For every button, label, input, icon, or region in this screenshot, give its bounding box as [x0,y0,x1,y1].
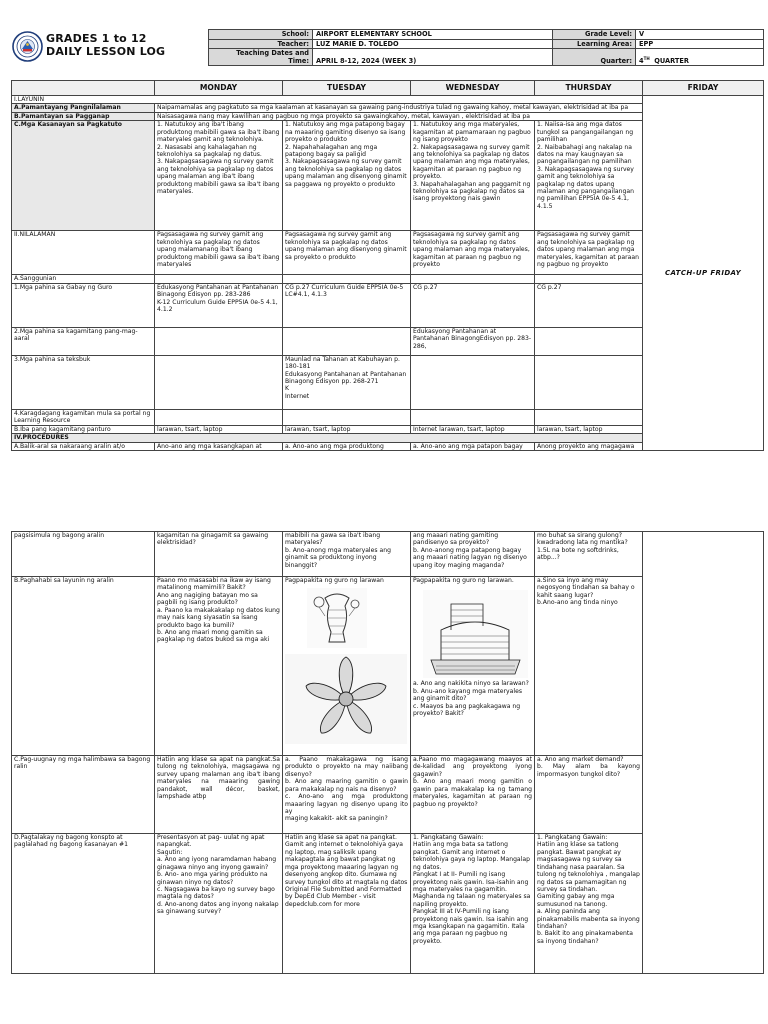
kagamitan-wednesday: Edukasyong Pantahanan at Pantahanan BinagongEdisyon pp. 283-286, [411,327,535,355]
teacher-label: Teacher: [209,39,313,49]
paghahabi-label: B.Paghahabi sa layunin ng aralin [12,577,155,756]
pagtalakay-label: D.Pagtalakay ng bagong konspto at paglalahad ng bagong kasanayan #1 [12,834,155,974]
quarter-label: Quarter: [553,49,636,66]
day-header-row [12,81,764,96]
nilalaman-monday: Pagsasagawa ng survey gamit ang teknolohiya sa pagkalap ng datos upang malamanang iba't ibang produktong mabibili gawa sa iba't ibang materyales [155,231,283,275]
day-header-tuesday: TUESDAY [283,81,411,96]
teksbuk-monday [155,355,283,409]
flower-sketch-image [285,654,408,744]
quarter-suffix: TH [643,55,650,61]
kagamitan-monday [155,327,283,355]
ibapa-thursday: larawan, tsart, laptop [535,425,643,433]
ibapa-tuesday: larawan, tsart, laptop [283,425,411,433]
lesson-log-table-page-2 [11,531,764,974]
paganap-text: Naisasagawa nang may kawilihan ang pagbuo ng mga proyekto sa gawaingkahoy, metal, kawayan , elektrisidad at iba pa [155,112,643,120]
gabay-monday: Edukasyong Pantahanan at Pantahanan Binagong Edisyon pp. 283-286 K-12 Curriculum Guide EPP5IA 0e-5 4.1, 4.1.2 [155,283,283,327]
teacher-value: LUZ MARIE D. TOLEDO [313,39,553,49]
nilalaman-thursday: Pagsasagawa ng survey gamit ang teknolohiya sa pagkalap ng datos upang malaman ang mga materyales, kagamitan at paraan ng pagbuo ng proyekto [535,231,643,275]
balik-cont-wednesday: ang maaari nating gamiting pandisenyo sa proyekto? b. Ano-anong mga patapong bagay ang maaari nating lagyan ng disenyo upang itoy maging maganda? [411,532,535,577]
paghahabi-wednesday-text: Pagpapakita ng guro ng larawan. [413,577,514,584]
nilalaman-label: II.NILALAMAN [12,231,155,275]
paghahabi-tuesday-text: Pagpapakita ng guro ng larawan [285,577,384,584]
kagamitan-label: 2.Mga pahina sa kagamitang pang-mag-aaral [12,327,155,355]
log-title [46,32,165,58]
quarter-value [636,49,764,66]
sanggunian-monday [155,275,283,283]
school-label: School: [209,30,313,40]
layunin-row [12,96,764,104]
teksbuk-label: 3.Mga pahina sa teksbuk [12,355,155,409]
gabay-wednesday: CG p.27 [411,283,535,327]
paghahabi-monday: Paano mo masasabi na ikaw ay isang matalinong mamimili? Bakit? Ano ang nagiging batayan mo sa pagbili ng isang produkto? a. Paano ka makakakalap ng datos kung may nais kang siyasatin sa isang produkto bago ka bumili? b. Ano ang maari mong gamitin sa pagkalap ng datos bukod sa mga aki [155,577,283,756]
friday-column [643,96,764,451]
ibapa-wednesday: Internet larawan, tsart, laptop [411,425,535,433]
pamantayan-label: A.Pamantayang Pangnilalaman [12,104,155,112]
paghahabi-wednesday-questions: a. Ano ang nakikita ninyo sa larawan? b. Anu-ano kayang mga materyales ang ginamit dito? c. Maayos ba ang pagkakagawa ng proyekto? Bakit? [413,680,529,718]
kasanayan-monday: 1. Natutukoy ang iba't ibang produktong mabibili gawa sa iba't ibang materyales gamit ang teknolohiya. 2. Nasasabi ang kahalagahan ng teknolohiya sa pagkalap ng datus. 3. Nakapagsasagawa ng survey gamit ang teknolohiya sa pagkalap ng datos upang malaman ang iba't ibang produktong mabibili gawa sa iba't ibang materyales. [155,121,283,231]
pagtalakay-wednesday: 1. Pangkatang Gawain: Hatiin ang mga bata sa tatlong pangkat. Gamit ang internet o teknolohiya gaya ng laptop. Mangalap ng datos. Pangkat I at II- Pumili ng isang proyektong nais gawin. Isa-isahin ang mga materyales na gagamitin. Maghanda ng talaan ng materyales sa napiling proyekto. Pangkat III at IV-Pumili ng isang proyektong nais gawin. Isa isahin ang mga ksangkapan na gagamitin. Itala ang mga paraan ng pagbuo ng proyekto. [411,834,535,974]
kasanayan-thursday: 1. Naiisa-isa ang mga datos tungkol sa pangangailangan ng pamilihan 2. Naibabahagi ang nakalap na datos na may kaugnayan sa pangangailangan ng pamilihan 3. Nakapagsasagawa ng survey gamit ang teknolohiya sa pagkalap ng datos upang malaman ang pangangailangan ng pamilihan EPP5IA 0e-5 4.1, 4.1.5 [535,121,643,231]
title-line-2: DAILY LESSON LOG [46,45,166,58]
procedures-label: IV.PROCEDURES [12,434,643,442]
school-value: AIRPORT ELEMENTARY SCHOOL [313,30,553,40]
balik-label: A.Balik-aral sa nakaraang aralin at/o [12,442,155,450]
friday-note: CATCH-UP FRIDAY [664,268,742,277]
balik-cont-thursday: mo buhat sa sirang gulong? kwadradong lata ng mantika? 1.5L na bote ng softdrinks, atbp...? [535,532,643,577]
day-header-blank [12,81,155,96]
balik-monday: Ano-ano ang mga kasangkapan at [155,442,283,450]
lesson-log-table-page-1 [11,80,764,451]
learning-area-label: Learning Area: [553,39,636,49]
portal-label: 4.Karagdagang kagamitan mula sa portal ng Learning Resource [12,409,155,425]
sanggunian-wednesday [411,275,535,283]
balik-cont-monday: kagamitan na ginagamit sa gawaing elektrisidad? [155,532,283,577]
portal-tuesday [283,409,411,425]
day-header-monday: MONDAY [155,81,283,96]
quarter-word: QUARTER [654,57,689,65]
friday-column-page-2 [643,532,764,974]
balik-cont-row [12,532,764,577]
grade-level-value: V [636,30,764,40]
teaching-dates-value: APRIL 8-12, 2024 (WEEK 3) [313,49,553,66]
sanggunian-label: A.Sanggunian [12,275,155,283]
balik-tuesday: a. Ano-ano ang mga produktong [283,442,411,450]
day-header-thursday: THURSDAY [535,81,643,96]
gabay-tuesday: CG p.27 Curriculum Guide EPP5IA 0e-5 LC#4.1, 4.1.3 [283,283,411,327]
pagtalakay-tuesday: Hatiin ang klase sa apat na pangkat. Gamit ang internet o teknolohiya gaya ng laptop, mag saliksik upang makapagtala ang bawat pangkat ng mga proyektong maaaring lagyan ng desenyong angkop dito. Gumawa ng survey tungkol dito at magtala ng datos Original File Submitted and Formatted by DepEd Club Member - visit depedclub.com for more [283,834,411,974]
pagugnay-thursday: a. Ano ang market demand? b. May alam ba kayong impormasyon tungkol dito? [535,756,643,834]
teksbuk-wednesday [411,355,535,409]
paghahabi-thursday: a.Sino sa inyo ang may negosyong tindahan sa bahay o kahit saang lugar? b.Ano-ano ang tinda ninyo [535,577,643,756]
pagugnay-monday: Hatiin ang klase sa apat na pangkat.Sa tulong ng teknolohiya, magsagawa ng survey upang malaman ang iba't ibang materyales na maaaring gawing pandakot, wall décor, basket, lampshade atbp [155,756,283,834]
balik-cont-tuesday: mabibili na gawa sa iba't ibang materyales? b. Ano-anong mga materyales ang ginamit sa produktong inyong binanggit? [283,532,411,577]
balik-thursday: Anong proyekto ang magagawa [535,442,643,450]
sanggunian-tuesday [283,275,411,283]
learning-area-value: EPP [636,39,764,49]
day-header-friday: FRIDAY [643,81,764,96]
quarter-number: 4 [639,57,644,65]
pagugnay-wednesday: a.Paano mo magagawang maayos at de-kalidad ang proyektong iyong gagawin? b. Ano ang maari mong gamitin o gawin para makakalap ka ng tamang materyales, kagamitan at paraan ng pagbuo ng proyekto? [411,756,535,834]
ibapa-monday: larawan, tsart, laptop [155,425,283,433]
layunin-label: I.LAYUNIN [12,96,643,104]
kagamitan-tuesday [283,327,411,355]
pagugnay-tuesday: a. Paano makakagawa ng isang produkto o proyekto na may naiibang disenyo? b. Ano ang maaring gamitin o gawin para makakalap ng nais na disenyo? c. Ano-ano ang mga produktong maaaring lagyan ng disenyo upang ito ay maging kakakit- akit sa paningin? [283,756,411,834]
kagamitan-thursday [535,327,643,355]
paghahabi-tuesday [283,577,411,756]
pagtalakay-thursday: 1. Pangkatang Gawain: Hatiin ang klase sa tatlong pangkat. Bawat pangkat ay magsasagawa ng survey sa tindahang nasa paaralan. Sa tulong ng teknolohiya , mangalap ng datos sa pamamagitan ng survey sa tindahan. Gamiting gabay ang mga sumusunod na tanong. a. Aling paninda ang pinakamabilis mabenta sa inyong tindahan? b. Bakit ito ang pinakamabenta sa inyong tindahan? [535,834,643,974]
sanggunian-thursday [535,275,643,283]
paganap-label: B.Pamantayan sa Pagganap [12,112,155,120]
kasanayan-label: C.Mga Kasanayan sa Pagkatuto [12,121,155,231]
pagtalakay-monday: Presentasyon at pag- uulat ng apat napangkat. Sagutin: a. Ano ang iyong naramdaman habang ginagawa ninyo ang inyong gawain? b. Ano- ano mga yaring produkto na ginawan ninyo ng datos? c. Nagsagawa ba kayo ng survey bago magtala ng datos? d. Ano-anong datos ang inyong nakalap sa ginawang survey? [155,834,283,974]
nilalaman-tuesday: Pagsasagawa ng survey gamit ang teknolohiya sa pagkalap ng datos upang malaman ang disenyong ginamit sa proyekto o produkto [283,231,411,275]
portal-thursday [535,409,643,425]
ibapa-label: B.Iba pang kagamitang panturo [12,425,155,433]
teksbuk-tuesday: Maunlad na Tahanan at Kabuhayan p. 180-181 Edukasyong Pantahanan at Pantahanan Binagong Edisyon pp. 268-271 K Internet [283,355,411,409]
deped-seal-logo [12,31,43,62]
day-header-wednesday: WEDNESDAY [411,81,535,96]
kasanayan-wednesday: 1. Natutukoy ang mga materyales, kagamitan at pamamaraan ng pagbuo ng isang proyekto 2. Nakapagsasagawa ng survey gamit ang teknolohiya sa pagkalap ng datos upang malaman ang mga materyales, kagamitan at paraan ng pagbuo ng proyekto. 3. Napahahalagahan ang paggamit ng teknolohiya sa pagkalap ng datos sa isang proyektong nais gawin [411,121,535,231]
pagugnay-label: C.Pag-uugnay ng mga halimbawa sa bagong ralin [12,756,155,834]
balik-cont-label: pagsisimula ng bagong aralin [12,532,155,577]
portal-wednesday [411,409,535,425]
balik-wednesday: a. Ano-ano ang mga patapon bagay [411,442,535,450]
teaching-dates-label-2: Time: [288,57,309,65]
header-info-table [208,29,764,66]
gabay-label: 1.Mga pahina sa Gabay ng Guro [12,283,155,327]
woven-basket-sketch-image [423,590,532,678]
title-line-1: GRADES 1 to 12 [46,32,147,45]
pamantayan-text: Naipamamalas ang pagkatuto sa mga kaalaman at kasanayan sa gawaing pang-industriya tulad ng gawaing kahoy, metal kawayan, elektrisidad at iba pa [155,104,643,112]
teaching-dates-label-1: Teaching Dates and [236,49,309,57]
teksbuk-thursday [535,355,643,409]
gabay-thursday: CG p.27 [535,283,643,327]
kasanayan-tuesday: 1. Natutukoy ang mga patapong bagay na maaaring gamiting disenyo sa isang proyekto o produkto 2. Napahahalagahan ang mga patapong bagay sa paligid 3. Nakapagsasagawa ng survey gamit ang teknolohiya sa pagkalap ng datos upang malaman ang disenyong ginamit sa paggawa ng proyekto o produkto [283,121,411,231]
grade-level-label: Grade Level: [553,30,636,40]
paghahabi-wednesday [411,577,535,756]
portal-monday [155,409,283,425]
nilalaman-wednesday: Pagsasagawa ng survey gamit ang teknolohiya sa pagkalap ng datos upang malaman ang mga materyales, kagamitan at paraan ng pagbuo ng proyekto [411,231,535,275]
vase-sketch-image [307,588,408,648]
teaching-dates-label [209,49,313,66]
